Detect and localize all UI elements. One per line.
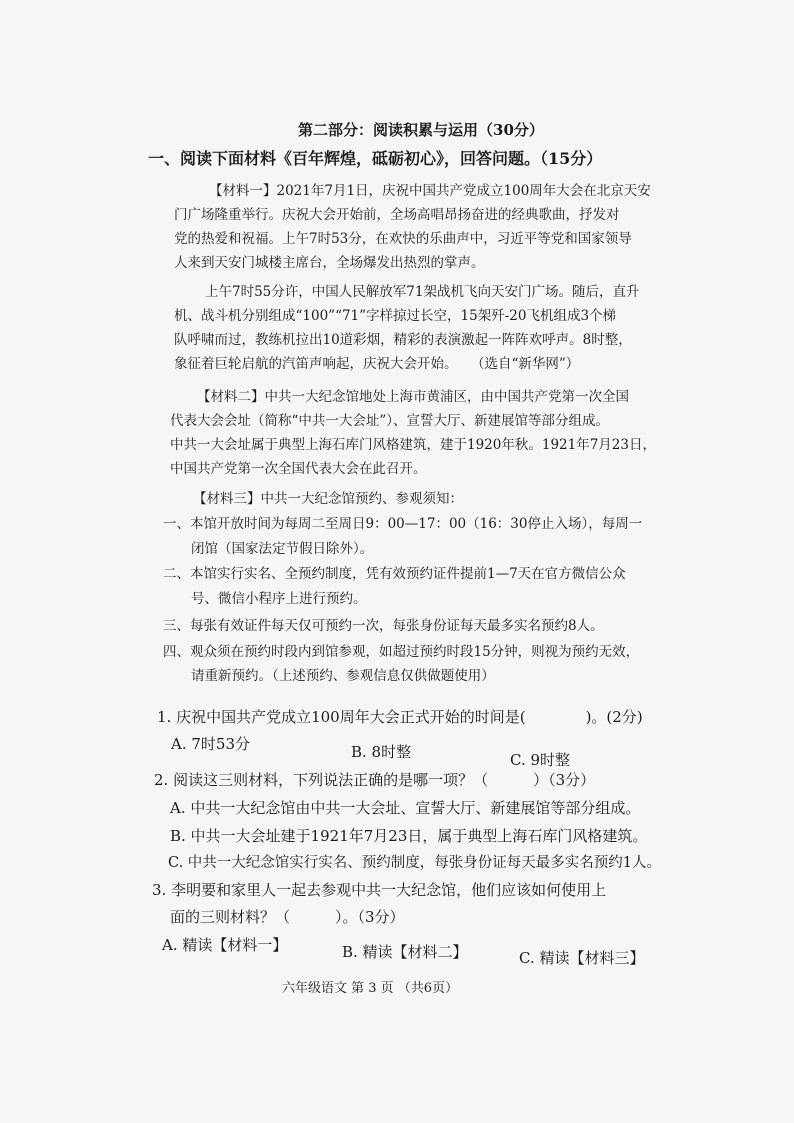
- q2-option-c: C. 中共一大纪念馆实行实名、预约制度，每张身份证每天最多实名预约1人。: [168, 855, 662, 871]
- q3-stem: 3. 李明要和家里人一起去参观中共一大纪念馆，他们应该如何使用上: [152, 881, 607, 899]
- q3-option-b: B. 精读【材料二】: [342, 943, 468, 961]
- material1-line: 机、战斗机分别组成“100”“71”字样掠过长空，15架歼-20飞机组成3个梯: [174, 308, 617, 324]
- material3-line: 请重新预约。（上述预约、参观信息仅供做题使用）: [191, 668, 495, 684]
- material1-line: 【材料一】2021年7月1日，庆祝中国共产党成立100周年大会在北京天安: [209, 183, 651, 199]
- material2-line: 代表大会会址（简称“中共一大会址”）、宣誓大厅、新建展馆等部分组成。: [170, 413, 610, 429]
- material3-line: 四、观众须在预约时段内到馆参观，如超过预约时段15分钟，则视为预约无效，: [163, 644, 640, 660]
- material2-line: 中共一大会址属于典型上海石库门风格建筑，建于1920年秋。1921年7月23日，: [170, 437, 656, 453]
- q1-option-c: C. 9时整: [510, 751, 571, 769]
- material1-line: 门广场隆重举行。庆祝大会开始前，全场高唱昂扬奋进的经典歌曲，抒发对: [174, 207, 620, 223]
- material3-line: 二、本馆实行实名、全预约制度，凭有效预约证件提前1—7天在官方微信公众: [163, 566, 626, 582]
- material1-line: 队呼啸而过，教练机拉出10道彩烟，精彩的表演激起一阵阵欢呼声。8时整，: [174, 332, 632, 348]
- q2-option-a: A. 中共一大纪念馆由中共一大会址、宣誓大厅、新建展馆等部分组成。: [170, 799, 641, 817]
- q3-option-c: C. 精读【材料三】: [519, 949, 645, 967]
- material1-line: 上午7时55分许，中国人民解放军71架战机飞向天安门广场。随后，直升: [205, 284, 640, 300]
- material1-line: 象征着巨轮启航的汽笛声响起，庆祝大会开始。 （选自“新华网”）: [174, 356, 580, 372]
- q2-option-b: B. 中共一大会址建于1921年7月23日，属于典型上海石库门风格建筑。: [170, 827, 648, 845]
- material1-line: 党的热爱和祝福。上午7时53分，在欢快的乐曲声中，习近平等党和国家领导: [174, 231, 632, 247]
- material3-line: 三、每张有效证件每天仅可预约一次，每张身份证每天最多实名预约8人。: [163, 618, 604, 634]
- q1-stem: 1. 庆祝中国共产党成立100周年大会正式开始的时间是( )。(2分): [157, 708, 643, 726]
- section-title: 第二部分：阅读积累与运用（30分）: [298, 121, 544, 139]
- q1-option-b: B. 8时整: [351, 743, 412, 761]
- material3-line: 一、本馆开放时间为每周二至周日9：00—17：00（16：30停止入场），每周一: [163, 516, 643, 532]
- material2-line: 【材料二】中共一大纪念馆地处上海市黄浦区，由中国共产党第一次全国: [197, 389, 629, 405]
- material3-line: 闭馆（国家法定节假日除外）。: [191, 541, 374, 557]
- material2-line: 中国共产党第一次全国代表大会在此召开。: [170, 461, 427, 477]
- material3-line: 【材料三】中共一大纪念馆预约、参观须知：: [193, 491, 463, 507]
- question-heading: 一、阅读下面材料《百年辉煌，砥砺初心》，回答问题。（15分）: [148, 149, 603, 168]
- q3-option-a: A. 精读【材料一】: [162, 936, 288, 954]
- q1-option-a: A. 7时53分: [171, 735, 250, 753]
- material3-line: 号、微信小程序上进行预约。: [191, 591, 367, 607]
- q3-stem-continued: 面的三则材料？（ ）。（3分）: [170, 908, 405, 926]
- page-footer: 六年级语文 第 3 页 （共6页）: [282, 981, 459, 996]
- material1-line: 人来到天安门城楼主席台，全场爆发出热烈的掌声。: [174, 255, 485, 271]
- q2-stem: 2. 阅读这三则材料，下列说法正确的是哪一项？（ ）（3分）: [154, 771, 596, 789]
